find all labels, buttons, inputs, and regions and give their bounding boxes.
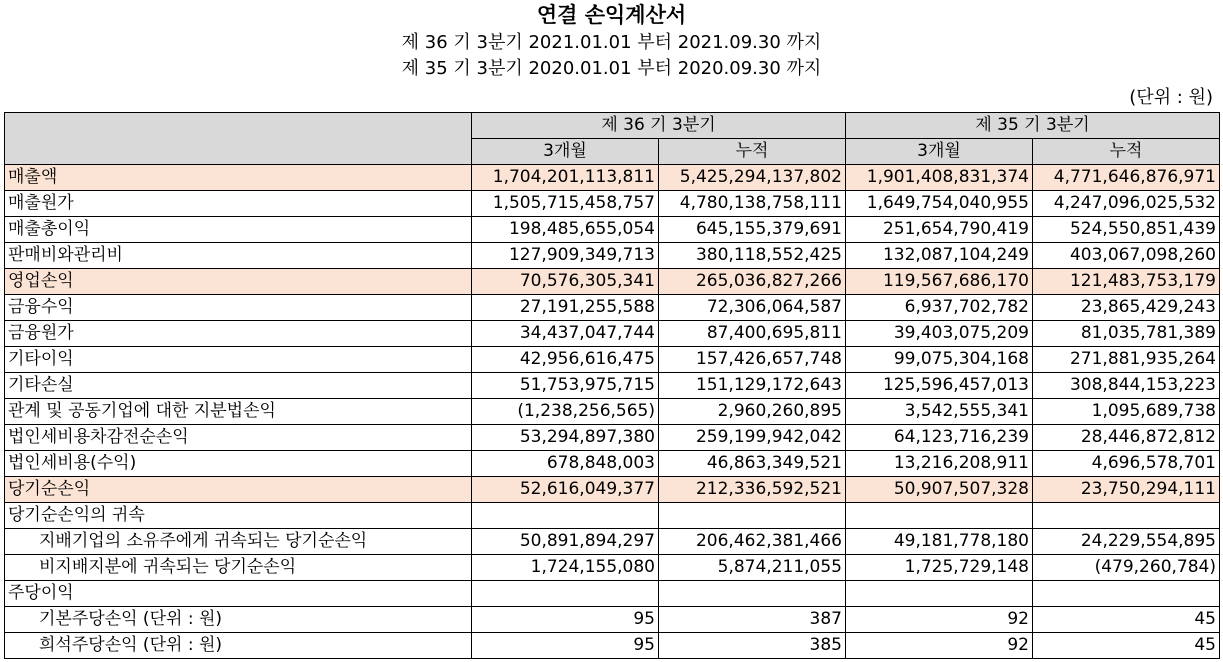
value-cell: 87,400,695,811 — [659, 321, 846, 347]
table-row — [5, 529, 1220, 555]
value-cell — [472, 503, 659, 529]
value-cell: 251,654,790,419 — [846, 217, 1033, 243]
table-row — [5, 503, 1220, 529]
value-cell: 157,426,657,748 — [659, 347, 846, 373]
value-cell: (1,238,256,565) — [472, 399, 659, 425]
value-cell: 387 — [659, 607, 846, 633]
value-cell: 206,462,381,466 — [659, 529, 846, 555]
table-row — [5, 243, 1220, 269]
table-row — [5, 165, 1220, 191]
value-cell: 45 — [1033, 633, 1220, 659]
row-label: 금융수익 — [5, 295, 472, 321]
value-cell: 271,881,935,264 — [1033, 347, 1220, 373]
value-cell: 308,844,153,223 — [1033, 373, 1220, 399]
value-cell: 1,704,201,113,811 — [472, 165, 659, 191]
row-label: 법인세비용차감전순손익 — [5, 425, 472, 451]
value-cell — [846, 581, 1033, 607]
value-cell: 81,035,781,389 — [1033, 321, 1220, 347]
row-label: 매출액 — [5, 165, 472, 191]
value-cell: 403,067,098,260 — [1033, 243, 1220, 269]
value-cell: 4,771,646,876,971 — [1033, 165, 1220, 191]
value-cell: 2,960,260,895 — [659, 399, 846, 425]
value-cell: 45 — [1033, 607, 1220, 633]
table-row — [5, 607, 1220, 633]
row-label: 관계 및 공동기업에 대한 지분법손익 — [5, 399, 472, 425]
table-row — [5, 633, 1220, 659]
header-sub-current-3m: 3개월 — [472, 139, 659, 165]
row-label: 매출총이익 — [5, 217, 472, 243]
table-row — [5, 451, 1220, 477]
value-cell: 99,075,304,168 — [846, 347, 1033, 373]
value-cell: 95 — [472, 607, 659, 633]
value-cell: 70,576,305,341 — [472, 269, 659, 295]
table-row — [5, 425, 1220, 451]
value-cell: 121,483,753,179 — [1033, 269, 1220, 295]
row-label: 당기순손익의 귀속 — [5, 503, 472, 529]
value-cell: 95 — [472, 633, 659, 659]
value-cell: 27,191,255,588 — [472, 295, 659, 321]
value-cell: 42,956,616,475 — [472, 347, 659, 373]
value-cell: 5,425,294,137,802 — [659, 165, 846, 191]
row-label: 지배기업의 소유주에게 귀속되는 당기순손익 — [5, 529, 472, 555]
value-cell: 4,780,138,758,111 — [659, 191, 846, 217]
table-row — [5, 347, 1220, 373]
value-cell: 49,181,778,180 — [846, 529, 1033, 555]
value-cell: 64,123,716,239 — [846, 425, 1033, 451]
income-statement-table — [4, 112, 1220, 659]
row-label: 법인세비용(수익) — [5, 451, 472, 477]
header-sub-prior-3m: 3개월 — [846, 139, 1033, 165]
header-sub-prior-cumulative: 누적 — [1033, 139, 1220, 165]
table-row — [5, 373, 1220, 399]
value-cell: 3,542,555,341 — [846, 399, 1033, 425]
value-cell: 23,750,294,111 — [1033, 477, 1220, 503]
value-cell: 1,505,715,458,757 — [472, 191, 659, 217]
value-cell: 151,129,172,643 — [659, 373, 846, 399]
value-cell: 678,848,003 — [472, 451, 659, 477]
value-cell: 198,485,655,054 — [472, 217, 659, 243]
value-cell: 39,403,075,209 — [846, 321, 1033, 347]
row-label: 비지배지분에 귀속되는 당기순손익 — [5, 555, 472, 581]
row-label: 기타이익 — [5, 347, 472, 373]
value-cell: 6,937,702,782 — [846, 295, 1033, 321]
value-cell: 119,567,686,170 — [846, 269, 1033, 295]
row-label: 기타손실 — [5, 373, 472, 399]
value-cell: 5,874,211,055 — [659, 555, 846, 581]
value-cell: 28,446,872,812 — [1033, 425, 1220, 451]
row-label: 판매비와관리비 — [5, 243, 472, 269]
table-row — [5, 581, 1220, 607]
table-row — [5, 399, 1220, 425]
value-cell: 92 — [846, 607, 1033, 633]
value-cell: 380,118,552,425 — [659, 243, 846, 269]
page-title: 연결 손익계산서 — [536, 3, 687, 27]
row-label: 당기순손익 — [5, 477, 472, 503]
row-label: 희석주당손익 (단위 : 원) — [5, 633, 472, 659]
value-cell: 4,696,578,701 — [1033, 451, 1220, 477]
table-row — [5, 295, 1220, 321]
value-cell: 1,901,408,831,374 — [846, 165, 1033, 191]
row-label: 기본주당손익 (단위 : 원) — [5, 607, 472, 633]
table-row — [5, 269, 1220, 295]
value-cell: 24,229,554,895 — [1033, 529, 1220, 555]
row-label: 매출원가 — [5, 191, 472, 217]
value-cell — [472, 581, 659, 607]
value-cell: 51,753,975,715 — [472, 373, 659, 399]
header-group-current: 제 36 기 3분기 — [472, 113, 846, 139]
value-cell: 4,247,096,025,532 — [1033, 191, 1220, 217]
table-row — [5, 191, 1220, 217]
value-cell: (479,260,784) — [1033, 555, 1220, 581]
table-row — [5, 217, 1220, 243]
value-cell: 1,095,689,738 — [1033, 399, 1220, 425]
header-blank-cell — [5, 113, 472, 165]
value-cell: 385 — [659, 633, 846, 659]
period-current: 제 36 기 3분기 2021.01.01 부터 2021.09.30 까지 — [401, 32, 822, 53]
value-cell: 524,550,851,439 — [1033, 217, 1220, 243]
value-cell: 265,036,827,266 — [659, 269, 846, 295]
table-row — [5, 477, 1220, 503]
period-prior: 제 35 기 3분기 2020.01.01 부터 2020.09.30 까지 — [401, 58, 822, 79]
value-cell: 127,909,349,713 — [472, 243, 659, 269]
value-cell: 212,336,592,521 — [659, 477, 846, 503]
value-cell — [846, 503, 1033, 529]
value-cell: 13,216,208,911 — [846, 451, 1033, 477]
header-sub-current-cumulative: 누적 — [659, 139, 846, 165]
unit-label: (단위 : 원) — [1129, 87, 1213, 108]
value-cell: 1,724,155,080 — [472, 555, 659, 581]
value-cell: 1,649,754,040,955 — [846, 191, 1033, 217]
row-label: 주당이익 — [5, 581, 472, 607]
value-cell — [659, 581, 846, 607]
header-group-prior: 제 35 기 3분기 — [846, 113, 1220, 139]
table-row — [5, 555, 1220, 581]
row-label: 영업손익 — [5, 269, 472, 295]
value-cell: 23,865,429,243 — [1033, 295, 1220, 321]
value-cell — [1033, 503, 1220, 529]
value-cell: 125,596,457,013 — [846, 373, 1033, 399]
value-cell: 34,437,047,744 — [472, 321, 659, 347]
row-label: 금융원가 — [5, 321, 472, 347]
value-cell: 50,891,894,297 — [472, 529, 659, 555]
value-cell: 132,087,104,249 — [846, 243, 1033, 269]
value-cell: 46,863,349,521 — [659, 451, 846, 477]
value-cell: 53,294,897,380 — [472, 425, 659, 451]
value-cell — [659, 503, 846, 529]
value-cell: 259,199,942,042 — [659, 425, 846, 451]
value-cell: 92 — [846, 633, 1033, 659]
value-cell: 645,155,379,691 — [659, 217, 846, 243]
value-cell: 52,616,049,377 — [472, 477, 659, 503]
table-row — [5, 321, 1220, 347]
value-cell: 1,725,729,148 — [846, 555, 1033, 581]
header-row-periods — [5, 113, 1220, 139]
value-cell — [1033, 581, 1220, 607]
value-cell: 50,907,507,328 — [846, 477, 1033, 503]
value-cell: 72,306,064,587 — [659, 295, 846, 321]
